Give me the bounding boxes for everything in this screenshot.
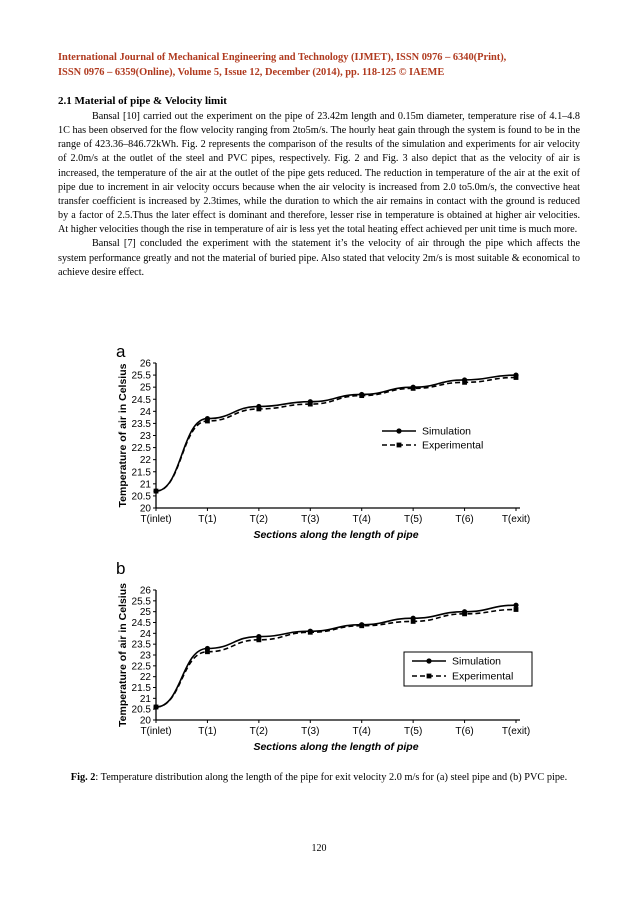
journal-header [58, 50, 580, 80]
data-point-experimental [308, 402, 313, 407]
x-axis-label: Sections along the length of pipe [253, 529, 419, 541]
x-tick-label: T(6) [455, 726, 474, 737]
panel-label: b [116, 560, 126, 578]
caption-label: Fig. 2 [70, 772, 96, 783]
paragraph-2: Bansal [7] concluded the experiment with the statement it’s the velocity of air through the pipe which affects the system performance greatly and not the material of buried pipe. Also stated that velocity 2m/s is most suitable & economical to achieve desire effect. [58, 238, 580, 278]
data-point-experimental [308, 630, 313, 635]
data-point-experimental [462, 380, 467, 385]
data-point-experimental [205, 649, 210, 654]
data-point-simulation [513, 603, 518, 608]
page-number: 120 [311, 843, 327, 854]
data-point-experimental [514, 607, 519, 612]
panel-label: a [116, 343, 126, 361]
data-point-experimental [256, 407, 261, 412]
y-tick-label: 25.5 [131, 370, 151, 382]
legend-entry-simulation: Simulation [452, 655, 502, 668]
x-tick-label: T(4) [352, 726, 371, 737]
data-point-experimental [514, 375, 519, 380]
y-tick-label: 21 [139, 693, 151, 705]
y-tick-label: 21.5 [131, 683, 151, 694]
legend-marker-simulation [396, 428, 401, 433]
legend-marker-experimental [427, 674, 432, 679]
data-point-experimental [411, 386, 416, 391]
x-tick-label: T(3) [301, 514, 320, 525]
y-tick-label: 22 [139, 672, 151, 684]
chart-a-steel-pipe [116, 343, 536, 551]
y-axis-label: Temperature of air in Celsius [117, 363, 129, 508]
y-tick-label: 25 [139, 382, 151, 394]
y-tick-label: 24.5 [131, 394, 151, 406]
x-tick-label: T(exit) [501, 514, 531, 525]
y-tick-label: 21 [139, 479, 151, 491]
data-point-experimental [154, 489, 159, 494]
section-title: 2.1 Material of pipe & Velocity limit [58, 95, 227, 107]
data-point-experimental [154, 705, 159, 710]
chart-b-pvc-pipe [116, 560, 536, 760]
x-tick-label: T(inlet) [140, 726, 172, 737]
data-point-experimental [359, 393, 364, 398]
legend-marker-experimental [397, 443, 402, 448]
header-line-2: ISSN 0976 – 6359(Online), Volume 5, Issue 12, December (2014), pp. 118-125 © IAEME [58, 67, 445, 78]
y-tick-label: 20 [139, 715, 151, 727]
legend-entry-experimental: Experimental [422, 439, 484, 452]
x-tick-label: T(1) [198, 726, 217, 737]
y-tick-label: 20.5 [131, 491, 151, 503]
y-tick-label: 20.5 [131, 704, 151, 716]
header-line-1: International Journal of Mechanical Engineering and Technology (IJMET), ISSN 0976 – 6340(Print), [58, 52, 507, 63]
figure-caption [58, 770, 580, 785]
y-tick-label: 26 [139, 585, 151, 597]
data-point-experimental [462, 611, 467, 616]
data-point-experimental [411, 619, 416, 624]
y-tick-label: 22.5 [131, 661, 151, 673]
y-tick-label: 24 [139, 628, 151, 640]
x-tick-label: T(4) [352, 514, 371, 525]
x-tick-label: T(6) [455, 514, 474, 525]
x-axis-label: Sections along the length of pipe [253, 741, 419, 753]
section-body [58, 110, 580, 280]
x-tick-label: T(5) [403, 726, 423, 737]
x-tick-label: T(5) [403, 514, 423, 525]
y-tick-label: 23 [139, 650, 151, 662]
x-tick-label: T(1) [198, 514, 217, 525]
paragraph-1: Bansal [10] carried out the experiment on the pipe of 23.42m length and 0.15m diameter, temperature rise of 4.1–4.8 1C has been observed for the flow velocity ranging from 2to5m/s. The hourly heat gain through the system is found to be in the range of 423.36–846.72kWh. Fig. 2 represents the comparison of the results of the simulation and experiments for air velocity of 2.0m/s at the outlet of the steel and PVC pipes, respectively. Fig. 2 and Fig. 3 also depict that as the velocity of air is increased, the temperature of the air at the outlet of the pipe gets reduced. The reduction in temperature of the air at the exit of pipe due to increment in air velocity occurs because when the air velocity is increased from 2.0 to5.0m/s, the convective heat transfer coefficient is increased by 2.3times, while the duration to which the air remains in contact with the ground is reduced by a factor of 2.5.Thus the later effect is dominant and therefore, lesser rise in temperature is obtained at higher air velocities. At higher velocities though the rise in temperature of air is less yet the total heating effect achieved per unit time is much more. [58, 111, 580, 236]
y-tick-label: 25.5 [131, 596, 151, 608]
x-tick-label: T(inlet) [140, 514, 172, 525]
y-tick-label: 23.5 [131, 639, 151, 651]
y-tick-label: 24 [139, 406, 151, 418]
y-tick-label: 26 [139, 358, 151, 370]
legend-entry-simulation: Simulation [422, 425, 472, 438]
data-point-experimental [359, 623, 364, 628]
y-tick-label: 24.5 [131, 618, 151, 629]
legend-entry-experimental: Experimental [452, 670, 514, 683]
x-tick-label: T(exit) [501, 726, 531, 737]
x-tick-label: T(2) [249, 726, 269, 737]
y-tick-label: 21.5 [131, 467, 151, 479]
y-tick-label: 23 [139, 431, 151, 442]
y-tick-label: 20 [139, 503, 151, 515]
y-tick-label: 22 [139, 455, 151, 467]
data-point-experimental [256, 637, 261, 642]
caption-text: : Temperature distribution along the length of the pipe for exit velocity 2.0 m/s for (a) steel pipe and (b) PVC pipe. [95, 772, 568, 783]
x-tick-label: T(3) [301, 726, 320, 737]
legend-marker-simulation [426, 658, 431, 663]
y-tick-label: 22.5 [131, 443, 151, 455]
x-tick-label: T(2) [249, 514, 269, 525]
y-tick-label: 23.5 [131, 418, 151, 430]
y-tick-label: 25 [139, 607, 151, 619]
data-point-experimental [205, 419, 210, 424]
y-axis-label: Temperature of air in Celsius [117, 583, 129, 727]
